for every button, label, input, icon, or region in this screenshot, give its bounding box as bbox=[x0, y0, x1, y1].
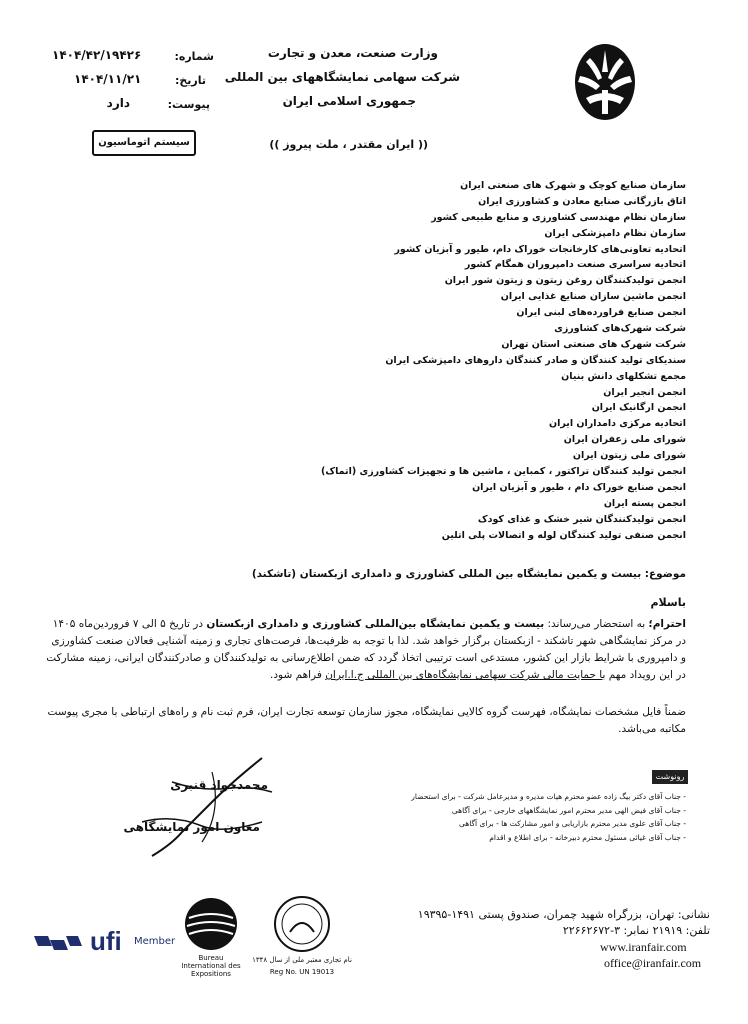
recipient-item: انجمن تولید کنندگان تراکتور ، کمباین ، ماشین ها و تجهیزات کشاورزی (اتماک) bbox=[321, 466, 686, 478]
ufi-brand: ufi bbox=[90, 926, 122, 956]
signatory-title: معاون امور نمایشگاهی bbox=[123, 820, 260, 834]
recipient-item: اتحادیه سراسری صنعت دامپروران همگام کشور bbox=[464, 259, 686, 271]
recipient-item: شرکت شهرک‌های کشاورزی bbox=[554, 323, 686, 335]
subject-line: موضوع: بیست و یکمین نمایشگاه بین المللی کشاورزی و دامداری ازبکستان (تاشکند) bbox=[251, 568, 686, 580]
signature-scribble bbox=[112, 752, 292, 862]
attachment-label: پیوست: bbox=[167, 98, 210, 111]
recipient-item: اتاق بازرگانی صنایع معادن و کشاورزی ایران bbox=[478, 195, 686, 207]
recipient-item: انجمن تولیدکنندگان روغن زیتون و زیتون شور ایران bbox=[444, 275, 686, 287]
body-text-b: در تاریخ ۵ الی ۷ فروردین‌ماه ۱۴۰۵ در مرکز نمایشگاهی شهر تاشکند - ازبکستان برگزار خواهد شد. لذا با توجه به ظرفیت‌ها، فرصت‌های تجاری و زمینه آشنایی فعالان صنعت کشاورزی و دامپروری با شرایط بازار این کشور، مستدعی است ترتیبی اتخاذ گردد که ضمن اطلاع‌رسانی به تولیدکنندگان و صادرکنندگان ایرانی، زمینه مشارکت در این رویداد مهم bbox=[46, 618, 686, 681]
company-logo bbox=[572, 42, 638, 122]
recipient-item: سازمان نظام مهندسی کشاورزی و منابع طبیعی کشور bbox=[431, 211, 686, 223]
recipient-item: شورای ملی زعفران ایران bbox=[563, 434, 686, 446]
recipient-item: انجمن ارگانیک ایران bbox=[591, 402, 686, 414]
footer-address: نشانی: تهران، بزرگراه شهید چمران، صندوق پستی ۱۴۹۱-۱۹۳۹۵ bbox=[417, 908, 710, 921]
financial-support-text: با حمایت مالی شرکت سهامی نمایشگاه‌های بین المللی ج.ا.ایران bbox=[325, 669, 606, 681]
company-name: شرکت سهامی نمایشگاههای بین المللی bbox=[224, 70, 460, 84]
cc-item: - جناب آقای غیاثی مسئول محترم دبیرخانه - برای اطلاع و اقدام bbox=[489, 832, 686, 842]
bie-logo bbox=[176, 896, 246, 980]
recipient-list bbox=[86, 178, 686, 543]
recipient-item: اتحادیه تعاونی‌های کارخانجات خوراک دام، طیور و آبزیان کشور bbox=[394, 243, 686, 255]
attachment-value: دارد bbox=[106, 96, 130, 110]
recipient-item: انجمن پسته ایران bbox=[603, 497, 686, 509]
registration-persian: نام تجاری معتبر ملی از سال ۱۳۴۸ bbox=[252, 956, 352, 964]
cc-label bbox=[652, 770, 688, 784]
body-text-a: به استحضار می‌رساند: bbox=[544, 618, 649, 630]
footer-website[interactable]: www.iranfair.com bbox=[600, 940, 687, 954]
footer-phones: تلفن: ۲۱۹۱۹ نمابر: ۳-۲۲۶۶۲۶۷۲ bbox=[562, 924, 710, 937]
registration-caption: Reg No. UN 19013 bbox=[269, 968, 335, 976]
ministry-name: وزارت صنعت، معدن و تجارت bbox=[267, 46, 438, 60]
country-name: جمهوری اسلامی ایران bbox=[282, 94, 416, 108]
bie-caption: Bureau International des Expositions bbox=[181, 954, 241, 978]
recipient-item: انجمن تولیدکنندگان شیر خشک و غذای کودک bbox=[477, 513, 686, 525]
cc-label-text: رونوشت bbox=[655, 772, 685, 781]
recipient-item: انجمن انجیر ایران bbox=[603, 386, 686, 398]
ufi-logo bbox=[34, 928, 184, 958]
recipient-item: شرکت شهرک های صنعتی استان تهران bbox=[501, 338, 686, 350]
body-paragraph bbox=[46, 616, 686, 684]
recipient-item: سازمان صنایع کوچک و شهرک های صنعتی ایران bbox=[460, 180, 686, 191]
recipient-item: انجمن صنایع فراورده‌های لبنی ایران bbox=[516, 307, 686, 319]
recipient-item: سازمان نظام دامپزشکی ایران bbox=[544, 227, 686, 239]
date-value: ۱۴۰۴/۱۱/۲۱ bbox=[74, 72, 142, 86]
body-text-c: فراهم شود. bbox=[270, 669, 326, 681]
recipient-item: سندیکای تولید کنندگان و صادر کنندگان داروهای دامپزشکی ایران bbox=[385, 354, 686, 366]
recipient-item: شورای ملی زیتون ایران bbox=[572, 450, 686, 462]
cc-item: - جناب آقای علوی مدیر محترم بازاریابی و امور مشارکت ها - برای آگاهی bbox=[458, 819, 686, 828]
cc-item: - جناب آقای فیض الهی مدیر محترم امور نمایشگاههای خارجی - برای آگاهی bbox=[451, 805, 686, 815]
cc-list bbox=[386, 790, 686, 844]
greeting: باسلام bbox=[650, 596, 686, 609]
registration-seal bbox=[252, 894, 352, 982]
body-lead: احترام؛ bbox=[648, 618, 686, 630]
number-label: شماره: bbox=[174, 50, 214, 63]
footer-email[interactable]: office@iranfair.com bbox=[604, 956, 702, 970]
recipient-item: اتحادیه مرکزی دامداران ایران bbox=[549, 418, 686, 430]
cc-item: - جناب آقای دکتر بیگ زاده عضو محترم هیات مدیره و مدیرعامل شرکت - برای استحضار bbox=[411, 792, 686, 801]
slogan: (( ایران مقتدر ، ملت پیروز )) bbox=[269, 138, 428, 151]
recipient-item: مجمع تشکلهای دانش بنیان bbox=[561, 370, 686, 382]
ufi-member: Member bbox=[134, 936, 176, 947]
recipient-item: انجمن صنایع خوراک دام ، طیور و آبزیان ایران bbox=[472, 481, 686, 493]
attachments-paragraph: ضمناً فایل مشخصات نمایشگاه، فهرست گروه کالایی نمایشگاه، مجوز سازمان توسعه تجارت ایران، فرم ثبت نام و راه‌های ارتباطی با مجری پیوست مکاتبه می‌باشد. bbox=[47, 706, 686, 735]
number-value: ۱۴۰۴/۴۲/۱۹۴۲۶ bbox=[52, 48, 142, 62]
recipient-item: انجمن ماشین سازان صنایع غذایی ایران bbox=[500, 291, 686, 303]
recipient-item: انجمن صنفی تولید کنندگان لوله و اتصالات پلی اتلین bbox=[441, 529, 686, 541]
date-label: تاریخ: bbox=[174, 74, 206, 87]
event-name: بیست و یکمین نمایشگاه بین‌المللی کشاورزی و دامداری ازبکستان bbox=[206, 618, 545, 630]
signatory-name: محمدجواد قنبری bbox=[170, 778, 268, 792]
automation-stamp: سیستم اتوماسیون bbox=[92, 130, 196, 156]
